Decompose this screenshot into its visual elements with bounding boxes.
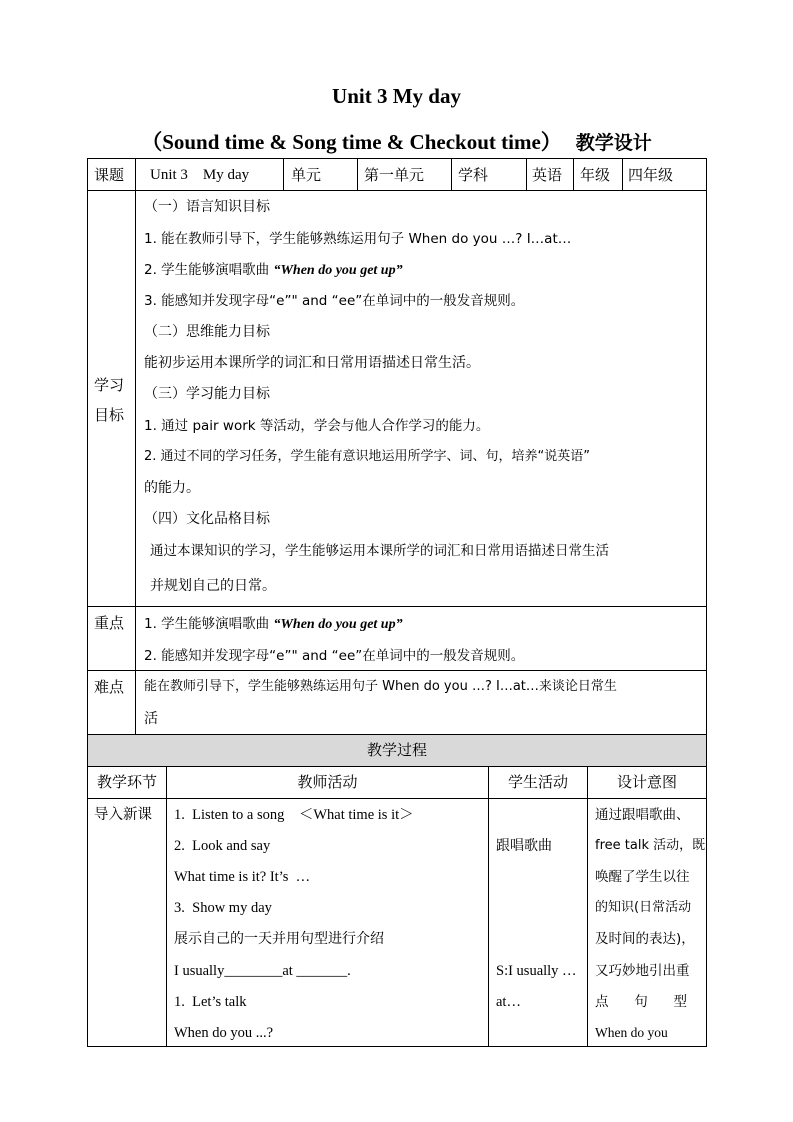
objective-line: 并规划自己的日常。 (150, 578, 276, 594)
topic-label: 课题 (94, 166, 125, 184)
difficulty-line: 能在教师引导下，学生能够熟练运用句子 When do you …? I…at…来谈论日常生 (144, 679, 617, 694)
difficulty-line: 活 (144, 711, 158, 727)
student-activity-line: S:I usually … (496, 963, 577, 979)
teacher-activity-line: 2. Look and say (174, 838, 271, 854)
teacher-activity-line: 1. Let’s talk (174, 994, 247, 1010)
student-activity-line: 跟唱歌曲 (496, 838, 552, 854)
objective-line: （三）学习能力目标 (144, 386, 270, 402)
subject-label: 学科 (458, 166, 489, 184)
process-header: 教学过程 (366, 741, 427, 759)
subtitle-cn: 教学设计 (575, 132, 652, 154)
unit-value: 第一单元 (364, 166, 425, 184)
key-point-song-prefix: 1. 学生能够演唱歌曲 (144, 616, 270, 632)
topic-value: Unit 3 My day (150, 167, 250, 183)
objectives-label-2: 目标 (94, 406, 125, 424)
objective-line (144, 261, 403, 280)
key-point-line: 2. 能感知并发现字母“e”" and “ee”在单词中的一般发音规则。 (144, 648, 525, 664)
objective-line: 能初步运用本课所学的词汇和日常用语描述日常生活。 (144, 355, 480, 371)
teacher-activity-line: I usually________at _______. (174, 963, 351, 979)
objective-line: （二）思维能力目标 (144, 324, 270, 340)
teacher-activity-line: 3. Show my day (174, 900, 272, 916)
objective-line: 2. 通过不同的学习任务，学生能有意识地运用所学字、词、句，培养“说英语” (144, 449, 591, 464)
key-point-song-title: “When do you get up” (273, 617, 403, 632)
design-intent-line: When do you (595, 1025, 668, 1040)
key-points-label: 重点 (94, 614, 125, 632)
objective-line: （四）文化品格目标 (144, 511, 270, 527)
student-activity-line: at… (496, 994, 521, 1010)
objective-line: 1. 通过 pair work 等活动，学会与他人合作学习的能力。 (144, 418, 490, 434)
objective-line: （一）语言知识目标 (144, 199, 270, 215)
subject-value: 英语 (532, 166, 563, 184)
design-intent-line: 唤醒了学生以往 (595, 869, 690, 885)
objective-song-title: “When do you get up” (273, 263, 403, 278)
design-intent-line: 点 句 型 (595, 994, 687, 1010)
objective-line: 1. 能在教师引导下，学生能够熟练运用句子 When do you …? I…at… (144, 231, 572, 247)
design-intent-line: 及时间的表达)， (595, 931, 695, 947)
teacher-activity-line: 1. Listen to a song ＜What time is it＞ (174, 807, 414, 823)
key-point-line (144, 615, 403, 634)
objective-line: 的能力。 (144, 480, 200, 496)
unit-label: 单元 (291, 166, 322, 184)
design-intent-line: 通过跟唱歌曲、 (595, 807, 690, 823)
column-header-teacher: 教师活动 (297, 773, 358, 791)
design-intent-line: free talk 活动，既 (595, 838, 706, 853)
stage-label: 导入新课 (94, 807, 152, 823)
subtitle-en: （Sound time & Song time & Checkout time） (141, 130, 562, 154)
grade-value: 四年级 (628, 166, 674, 184)
teacher-activity-line: What time is it? It’s … (174, 869, 311, 885)
grade-label: 年级 (580, 166, 611, 184)
objective-line: 通过本课知识的学习，学生能够运用本课所学的词汇和日常用语描述日常生活 (150, 543, 609, 559)
column-header-design: 设计意图 (616, 773, 677, 791)
document-subtitle (0, 126, 793, 156)
objectives-label-1: 学习 (94, 376, 125, 394)
teacher-activity-line: 展示自己的一天并用句型进行介绍 (174, 931, 384, 947)
objective-song-prefix: 2. 学生能够演唱歌曲 (144, 262, 270, 278)
difficulties-label: 难点 (94, 678, 125, 696)
column-header-student: 学生活动 (507, 773, 568, 791)
document-title: Unit 3 My day (332, 84, 461, 108)
objective-line: 3. 能感知并发现字母“e”" and “ee”在单词中的一般发音规则。 (144, 293, 525, 309)
design-intent-line: 的知识(日常活动 (595, 900, 692, 915)
column-header-stage: 教学环节 (96, 773, 157, 791)
teacher-activity-line: When do you ...? (174, 1025, 274, 1041)
design-intent-line: 又巧妙地引出重 (595, 963, 690, 979)
